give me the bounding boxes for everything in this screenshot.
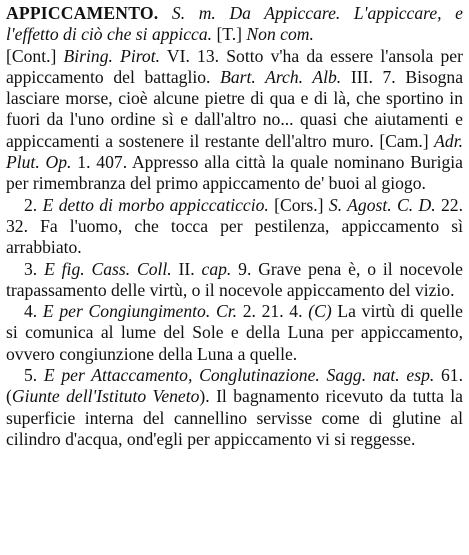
grammar-label: S. m. bbox=[171, 3, 216, 23]
citation-author: Cr. bbox=[215, 301, 237, 322]
citation-ref: VI. 13. bbox=[160, 45, 227, 66]
mark-c: (C) bbox=[308, 301, 332, 322]
sense-number: 4. bbox=[24, 301, 38, 322]
citation-text: 1. 407. Appresso alla città la quale nominano Burigia per rimembranza del primo appiccamento de' buoi al giogo. bbox=[6, 152, 463, 194]
citation-author: Biring. Pirot. bbox=[63, 45, 161, 66]
mark-t: [T.] bbox=[216, 24, 242, 45]
sense-number: 3. bbox=[24, 258, 38, 279]
citation-author: Bart. Arch. Alb. bbox=[220, 66, 342, 87]
sense-2 bbox=[6, 195, 463, 259]
sense-number: 5. bbox=[24, 365, 38, 386]
definition: L'appiccare, e l'effetto di ciò che si appicca. bbox=[6, 3, 463, 45]
citation-author: Sagg. nat. esp. bbox=[326, 365, 435, 386]
source-tag: [Cors.] bbox=[268, 194, 329, 215]
sense-5 bbox=[6, 365, 463, 450]
source-tag: [Cam.] bbox=[379, 130, 429, 151]
citation-giunte: Giunte dell'Istituto Veneto bbox=[11, 386, 200, 407]
citation-text: 2. 21. 4. bbox=[236, 301, 309, 322]
citation-author: Cass. Coll. bbox=[91, 258, 172, 279]
citation-author: S. Agost. C. D. bbox=[328, 194, 436, 215]
citation-text: ). Il bagnamento ricevuto da tutta la superficie interna del cannellino servisse come di glutine al cilindro d'acqua, ond'egli per appiccamento vi si reggesse. bbox=[6, 386, 463, 449]
citation-text: La virtù di quelle si comunica al lume del Sole e della Luna per appiccamento, ovvero congiunzione della Luna a quelle. bbox=[6, 301, 463, 364]
entry-main-paragraph bbox=[6, 3, 463, 195]
citation-ref: II. bbox=[171, 258, 202, 279]
sense-4 bbox=[6, 301, 463, 365]
sense-definition: E per Congiungimento. bbox=[42, 301, 211, 322]
sense-3 bbox=[6, 259, 463, 302]
etymology: Da Appiccare. bbox=[229, 3, 341, 23]
source-tag: [Cont.] bbox=[6, 45, 57, 66]
usage-note: Non com. bbox=[246, 24, 314, 45]
citation-author: Adr. Plut. Op. bbox=[6, 130, 464, 173]
sense-definition: E per Attaccamento, Conglutinazione. bbox=[43, 365, 320, 386]
headword: APPICCAMENTO. bbox=[6, 3, 159, 23]
citation-text: Sotto v'ha da essere l'ansola per appiccamento del battaglio. bbox=[6, 45, 463, 87]
citation-ref: III. 7. bbox=[341, 66, 406, 87]
sense-number: 2. bbox=[24, 194, 38, 215]
sense-definition: E detto di morbo appiccaticcio. bbox=[42, 194, 269, 215]
citation-cap: cap. bbox=[201, 258, 232, 279]
citation-text: 22. 32. Fa l'uomo, che tocca per pestilenza, appiccamento sì arrabbiato. bbox=[6, 194, 463, 258]
sense-definition: E fig. bbox=[44, 258, 85, 279]
citation-text: 61. ( bbox=[6, 365, 463, 407]
citation-text: Bisogna lasciare morse, cioè alcune pietre di qua e di là, che sportino in fuori da l'uno ordine sì e dall'altro no... quasi che aiutamenti e appiccamenti a sostenere il restante dell'altro muro. bbox=[6, 66, 464, 151]
citation-text: 9. Grave pena è, o il nocevole trapassamento delle virtù, o il nocevole appiccamento del vizio. bbox=[6, 258, 463, 300]
